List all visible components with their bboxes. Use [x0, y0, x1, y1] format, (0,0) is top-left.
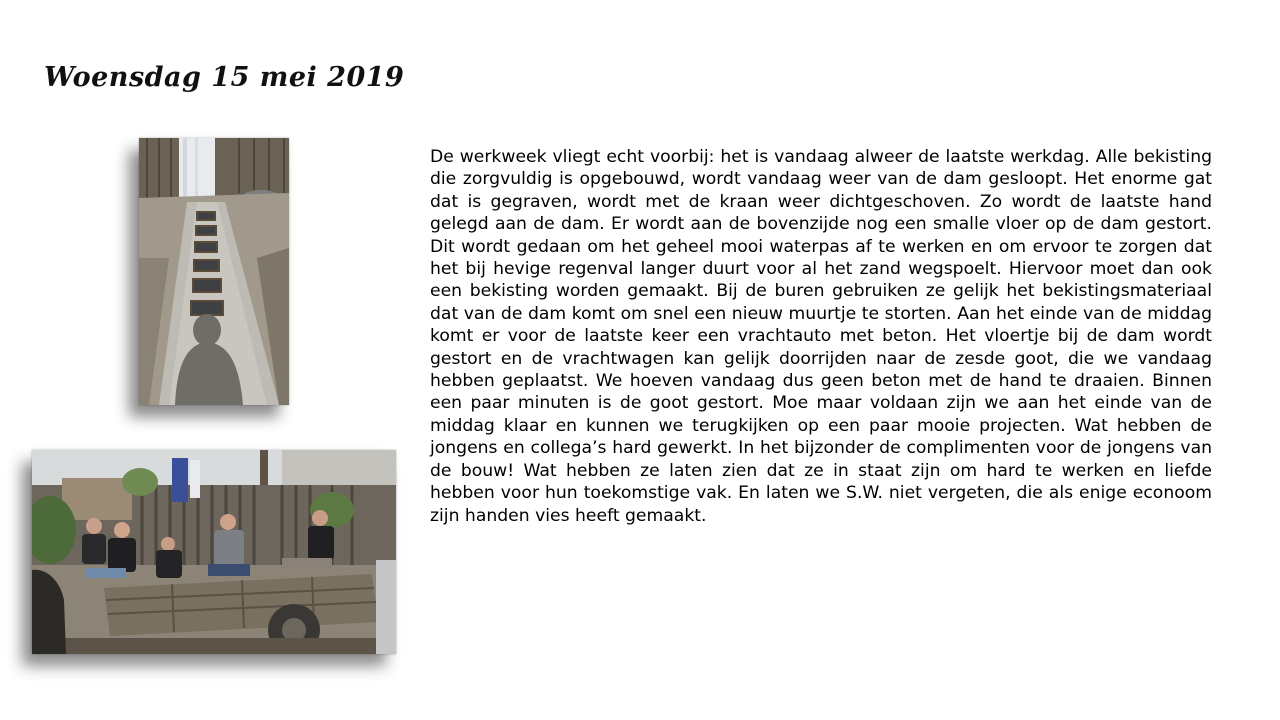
photo-group-on-cart: [32, 450, 396, 654]
photo-group-on-cart-image: [32, 450, 396, 654]
body-text: De werkweek vliegt echt voorbij: het is vandaag alweer de laatste werkdag. Alle bekisting die zorgvuldig is opgebouwd, wordt vandaag weer van de dam gesloopt. Het enorme gat dat is gegraven, wordt met de kraan weer dichtgeschoven. Zo wordt de laatste hand gelegd aan de dam. Er wordt aan de bovenzijde nog een smalle vloer op de dam gestort. Dit wordt gedaan om het geheel mooi waterpas af te werken en om ervoor te zorgen dat het bij hevige regenval langer duurt voor al het zand wegspoelt. Hiervoor moet dan ook een bekisting worden gemaakt. Bij de buren gebruiken ze gelijk het bekistingsmateriaal dat van de dam komt om snel een nieuw muurtje te storten. Aan het einde van de middag komt er voor de laatste keer een vrachtauto met beton. Het vloertje bij de dam wordt gestort en de vrachtwagen kan gelijk doorrijden naar de zesde goot, die we vandaag hebben geplaatst. We hoeven vandaag dus geen beton met de hand te draaien. Binnen een paar minuten is de goot gestort. Moe maar voldaan zijn we aan het einde van de middag klaar en kunnen we terugkijken op een paar mooie projecten. Wat hebben de jongens en collega’s hard gewerkt. In het bijzonder de complimenten voor de jongens van de bouw! Wat hebben ze laten zien dat ze in staat zijn om hard te werken en liefde hebben voor hun toekomstige vak. En laten we S.W. niet vergeten, die als enige econoom zijn handen vies heeft gemaakt.: [430, 147, 1212, 526]
page-title: Woensdag 15 mei 2019: [44, 62, 405, 93]
photo-concrete-gutter: [139, 138, 289, 405]
photo-concrete-gutter-image: [139, 138, 289, 405]
